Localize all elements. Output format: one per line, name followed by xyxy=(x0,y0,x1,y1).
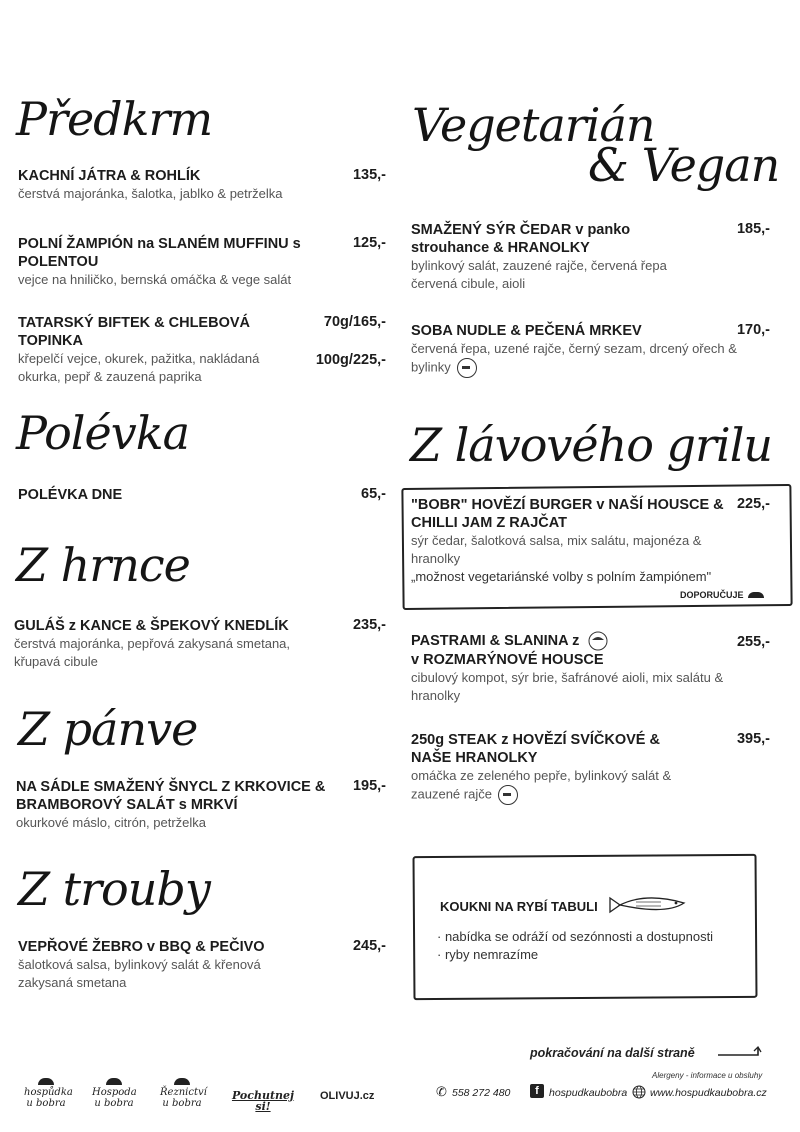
item-price: 170,- xyxy=(736,322,770,338)
phone-icon: ✆ xyxy=(436,1084,447,1099)
menu-item-soba-nudle xyxy=(411,322,741,378)
fish-board-box xyxy=(413,854,758,1000)
item-name: NA SÁDLE SMAŽENÝ ŠNYCL Z KRKOVICE & BRAMBOROVÝ SALÁT s MRKVÍ xyxy=(16,779,326,813)
heading-z-trouby: Z trouby xyxy=(18,862,210,916)
menu-item-steak xyxy=(411,731,701,805)
fish-icon xyxy=(606,890,688,920)
item-name-line2: v ROZMARÝNOVÉ HOUSCE xyxy=(411,652,604,668)
beaver-icon xyxy=(38,1078,54,1085)
logo-text: Hospoda u bobra xyxy=(92,1087,137,1109)
globe-icon xyxy=(632,1085,646,1099)
item-name: 250g STEAK z HOVĚZÍ SVÍČKOVÉ & NAŠE HRANOLKY xyxy=(411,732,660,766)
facebook-handle[interactable]: hospudkaubobra xyxy=(549,1087,628,1099)
item-desc xyxy=(411,767,701,805)
item-price: 245,- xyxy=(352,938,386,954)
item-name: SOBA NUDLE & PEČENÁ MRKEV xyxy=(411,323,642,339)
item-price: 125,- xyxy=(352,235,386,251)
facebook-icon: f xyxy=(530,1084,544,1098)
reznictvi-logo-icon xyxy=(583,631,613,651)
item-name: GULÁŠ z KANCE & ŠPEKOVÝ KNEDLÍK xyxy=(14,618,289,634)
allergens-note: Alergeny - informace u obsluhy xyxy=(652,1071,763,1080)
item-desc xyxy=(411,340,741,378)
logo-text: hospůdka u bobra xyxy=(24,1087,73,1109)
item-desc: bylinkový salát, zauzené rajče, červená řepa červená cibule, aioli xyxy=(411,258,667,291)
beaver-icon xyxy=(174,1078,190,1085)
menu-item-smazeny-syr xyxy=(411,221,671,293)
logo-olivuj: OLIVUJ.cz xyxy=(320,1090,375,1102)
fish-board-title: KOUKNI NA RYBÍ TABULI xyxy=(440,899,598,914)
item-desc: okurkové máslo, citrón, petrželka xyxy=(16,815,207,830)
menu-item-tatarsky-biftek xyxy=(18,314,288,386)
menu-item-pastrami xyxy=(411,631,741,705)
item-name-part: PASTRAMI & SLANINA z xyxy=(411,632,580,649)
item-price: 395,- xyxy=(736,731,770,747)
menu-item-bobr-burger xyxy=(411,496,731,586)
heading-z-panve: Z pánve xyxy=(18,702,198,756)
item-price: 225,- xyxy=(736,496,770,512)
item-name: VEPŘOVÉ ŽEBRO v BBQ & PEČIVO xyxy=(18,939,265,955)
item-price: 135,- xyxy=(352,167,386,183)
heading-polevka: Polévka xyxy=(16,406,190,460)
menu-item-gulas xyxy=(14,617,334,671)
menu-item-snycl xyxy=(16,778,336,832)
item-price: 235,- xyxy=(352,617,386,633)
item-desc: čerstvá majoránka, pepřová zakysaná smetana, křupavá cibule xyxy=(14,636,291,669)
menu-item-polevka-dne xyxy=(18,486,318,504)
item-desc: cibulový kompot, sýr brie, šafránové aioli, mix salátu & hranolky xyxy=(411,670,724,703)
heading-z-hrnce: Z hrnce xyxy=(16,538,190,592)
heading-vegan: & Vegan xyxy=(588,138,780,192)
item-price: 255,- xyxy=(736,634,770,650)
phone-number[interactable]: 558 272 480 xyxy=(452,1087,511,1099)
heading-predkrm: Předkrm xyxy=(16,92,213,146)
item-name xyxy=(411,631,741,651)
beaver-icon xyxy=(106,1078,122,1085)
item-name: POLNÍ ŽAMPIÓN na SLANÉM MUFFINU s POLENTOU xyxy=(18,236,301,270)
item-name: TATARSKÝ BIFTEK & CHLEBOVÁ TOPINKA xyxy=(18,315,250,349)
menu-item-polni-zampion xyxy=(18,235,318,289)
logo-hospoda xyxy=(92,1078,136,1109)
fish-board-line: · ryby nemrazíme xyxy=(437,947,539,962)
recommend-tag xyxy=(680,590,764,600)
item-desc: šalotková salsa, bylinkový salát & křenová zakysaná smetana xyxy=(18,957,261,990)
heading-z-lavoveho-grilu: Z lávového grilu xyxy=(410,418,773,472)
item-desc: křepelčí vejce, okurek, pažitka, nakládaná okurka, pepř & zauzená paprika xyxy=(18,351,260,384)
item-desc: vejce na hniličko, bernská omáčka & vege salát xyxy=(18,272,292,287)
vegan-badge-icon xyxy=(457,358,477,378)
item-price: 185,- xyxy=(736,221,770,237)
fish-board-line: · nabídka se odráží od sezónnosti a dostupnosti xyxy=(437,929,714,944)
item-name: "BOBR" HOVĚZÍ BURGER v NAŠÍ HOUSCE & CHILLI JAM Z RAJČAT xyxy=(411,497,724,531)
item-note: „možnost vegetariánské volby s polním žampiónem" xyxy=(411,569,712,584)
item-desc: čerstvá majoránka, šalotka, jablko & petrželka xyxy=(18,186,283,201)
continue-label: pokračování na další straně xyxy=(530,1046,695,1060)
website-link[interactable]: www.hospudkaubobra.cz xyxy=(650,1087,767,1099)
logo-pochutnej: Pochutnej si! xyxy=(231,1089,295,1113)
logo-reznictvi xyxy=(160,1078,207,1109)
item-price-large: 100g/225,- xyxy=(315,352,386,368)
item-name: KACHNÍ JÁTRA & ROHLÍK xyxy=(18,168,201,184)
logo-hospudka xyxy=(24,1078,73,1109)
item-desc: sýr čedar, šalotková salsa, mix salátu, majonéza & hranolky xyxy=(411,533,702,566)
item-desc-text: omáčka ze zeleného pepře, bylinkový salát & zauzené rajče xyxy=(411,768,672,802)
menu-item-kachni-jatra xyxy=(18,167,348,203)
arrow-right-icon xyxy=(716,1045,762,1059)
item-name: SMAŽENÝ SÝR ČEDAR v panko strouhance & HRANOLKY xyxy=(411,222,631,256)
item-desc-text: červená řepa, uzené rajče, černý sezam, drcený ořech & bylinky xyxy=(411,341,737,375)
local-badge-icon xyxy=(498,785,518,805)
item-name: POLÉVKA DNE xyxy=(18,487,123,503)
item-price: 70g/165,- xyxy=(323,314,386,330)
heading-vegetarian: Vegetarián xyxy=(412,98,655,152)
continue-next-page-link[interactable] xyxy=(530,1046,695,1060)
logo-text: Řeznictví u bobra xyxy=(160,1087,207,1109)
beaver-icon xyxy=(748,592,764,598)
recommend-tag-label: DOPORUČUJE xyxy=(680,590,744,600)
menu-item-veprove-zebro xyxy=(18,938,318,992)
item-price: 195,- xyxy=(352,778,386,794)
item-price: 65,- xyxy=(361,486,386,502)
